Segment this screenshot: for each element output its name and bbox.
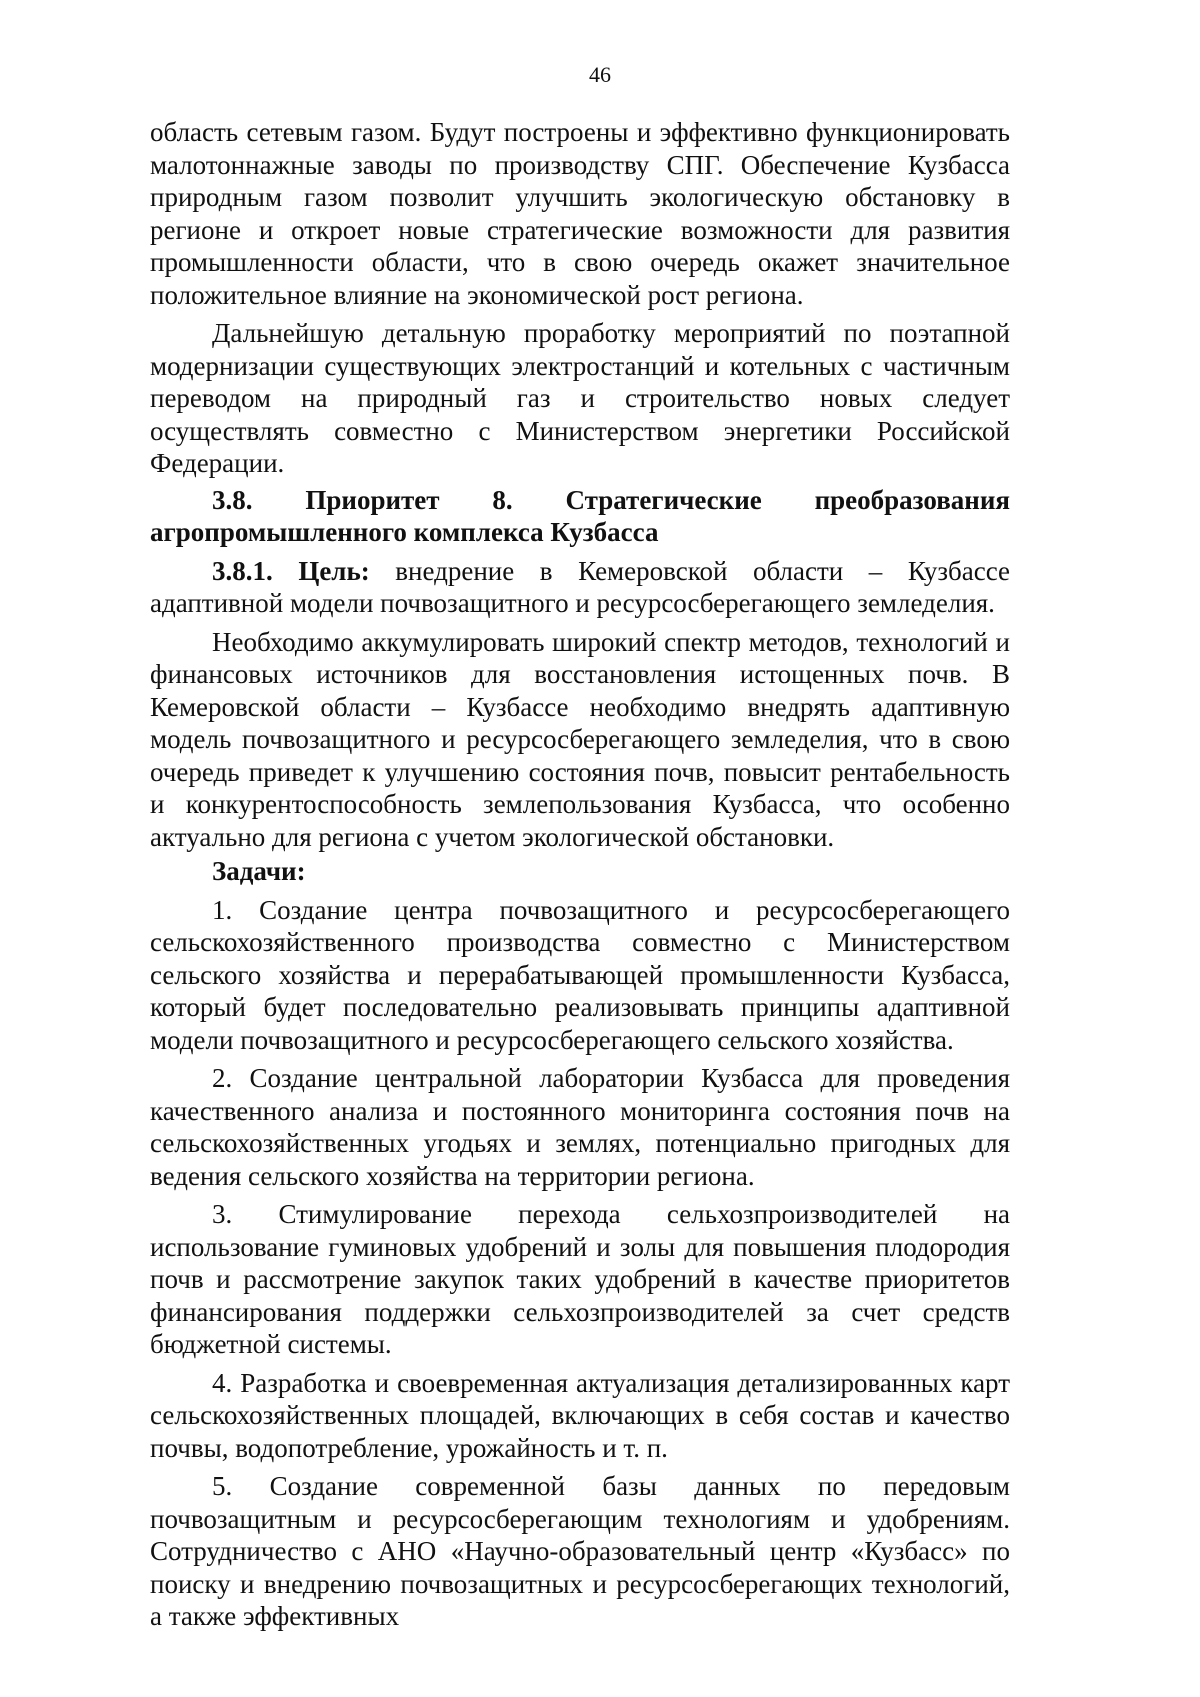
goal-label: 3.8.1. Цель: xyxy=(212,555,370,586)
paragraph-modernization: Дальнейшую детальную проработку мероприятий по поэтапной модернизации существующих электростанций и котельных с частичным переводом на природный газ и строительство новых следует осуществлять совместно с Министерством энергетики Российской Федерации. xyxy=(150,318,1010,478)
goal-paragraph xyxy=(150,555,1010,620)
task-item-3: 3. Стимулирование перехода сельхозпроизводителей на использование гуминовых удобрений и золы для повышения плодородия почв и рассмотрение закупок таких удобрений в качестве приоритетов финансирования поддержки сельхозпроизводителей за счет средств бюджетной системы. xyxy=(150,1199,1010,1359)
tasks-label: Задачи: xyxy=(212,856,306,886)
task-item-1: 1. Создание центра почвозащитного и ресурсосберегающего сельскохозяйственного производства совместно с Министерством сельского хозяйства и перерабатывающей промышленности Кузбасса, который будет последовательно реализовывать принципы адаптивной модели почвозащитного и ресурсосберегающего сельского хозяйства. xyxy=(150,894,1010,1055)
page-number: 46 xyxy=(589,62,611,87)
section-title: Приоритет 8. Стратегические преобразования агропромышленного комплекса Кузбасса xyxy=(150,484,1011,547)
goal-text: внедрение в Кемеровской области – Кузбассе адаптивной модели почвозащитного и ресурсосберегающего земледелия. xyxy=(150,555,1010,618)
paragraph-gas-supply: область сетевым газом. Будут построены и эффективно функционировать малотоннажные заводы по производству СПГ. Обеспечение Кузбасса природным газом позволит улучшить экологическую обстановку в регионе и откроет новые стратегические возможности для развития промышленности области, что в свою очередь окажет значительное положительное влияние на экономической рост региона. xyxy=(150,117,1010,310)
task-item-4: 4. Разработка и своевременная актуализация детализированных карт сельскохозяйственных площадей, включающих в себя состав и качество почвы, водопотребление, урожайность и т. п. xyxy=(150,1367,1010,1463)
section-number: 3.8. xyxy=(212,484,253,515)
task-item-2: 2. Создание центральной лаборатории Кузбасса для проведения качественного анализа и постоянного мониторинга состояния почв на сельскохозяйственных угодьях и землях, потенциально пригодных для ведения сельского хозяйства на территории региона. xyxy=(150,1063,1010,1191)
document-body xyxy=(150,116,1010,1633)
task-item-5: 5. Создание современной базы данных по передовым почвозащитным и ресурсосберегающим технологиям и удобрениям. Сотрудничество с АНО «Научно-образовательный центр «Кузбасс» по поиску и внедрению почвозащитных и ресурсосберегающих технологий, а также эффективных xyxy=(150,1471,1010,1631)
section-heading xyxy=(150,484,1010,549)
paragraph-goal-details: Необходимо аккумулировать широкий спектр методов, технологий и финансовых источников для восстановления истощенных почв. В Кемеровской области – Кузбассе необходимо внедрять адаптивную модель почвозащитного и ресурсосберегающего земледелия, что в свою очередь приведет к улучшению состояния почв, повысит рентабельность и конкурентоспособность землепользования Кузбасса, что особенно актуально для региона с учетом экологической обстановки. xyxy=(150,626,1010,852)
